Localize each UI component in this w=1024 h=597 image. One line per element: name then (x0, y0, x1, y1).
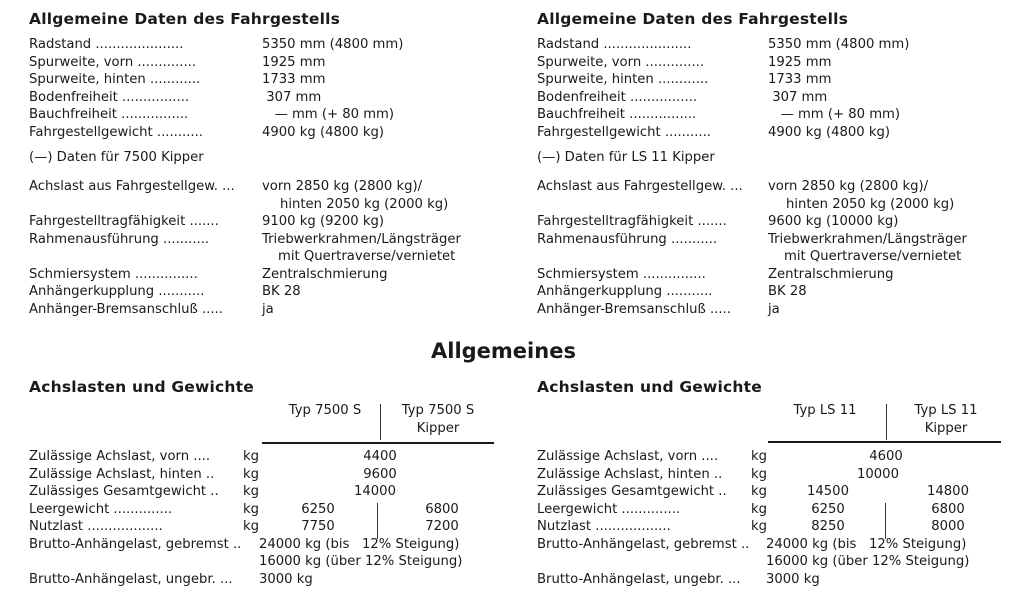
row-value-1: 7750 (301, 519, 335, 534)
spec-value-cont: mit Quertraverse/vernietet (278, 249, 456, 264)
section-title: Allgemeine Daten des Fahrgestells (29, 10, 341, 28)
spec-value-cont: hinten 2050 kg (2000 kg) (280, 196, 449, 212)
spec-value: vorn 2850 kg (2800 kg)/ (262, 179, 423, 194)
row-value-1: 6250 (811, 501, 845, 517)
spec-value-cont: hinten 2050 kg (2000 kg) (786, 196, 955, 212)
row-label: Zulässige Achslast, hinten .. (29, 466, 215, 482)
spec-value-cont: mit Quertraverse/vernietet (784, 249, 962, 264)
row-unit: kg (751, 501, 768, 517)
header-rule (768, 441, 1001, 443)
row-value-shared: 10000 (857, 466, 899, 482)
row-label: Brutto-Anhängelast, ungebr. ... (29, 571, 233, 587)
spec-label: Bodenfreiheit ................ (29, 89, 190, 105)
column-divider (377, 503, 378, 539)
section-title: Achslasten und Gewichte (537, 378, 762, 396)
spec-label: Anhängerkupplung ........... (29, 284, 205, 299)
spec-value: 307 mm (262, 89, 322, 105)
row-value-1: 8250 (811, 519, 845, 534)
spec-value: BK 28 (768, 284, 807, 299)
spec-label: Anhängerkupplung ........... (537, 284, 713, 299)
section-title: Allgemeine Daten des Fahrgestells (537, 10, 849, 28)
spec-label: Bodenfreiheit ................ (537, 89, 698, 105)
spec-label: Bauchfreiheit ................ (29, 107, 189, 122)
row-label: Brutto-Anhängelast, ungebr. ... (537, 571, 741, 587)
row-value: 16000 kg (über 12% Steigung) (259, 554, 463, 569)
main-title: Allgemeines (431, 339, 576, 363)
spec-value: Zentralschmierung (768, 266, 894, 282)
spec-label: Spurweite, hinten ............ (29, 72, 201, 87)
spec-value: 9600 kg (10000 kg) (768, 214, 899, 229)
spec-value: 307 mm (768, 89, 828, 105)
spec-label: Fahrgestelltragfähigkeit ....... (537, 214, 727, 229)
row-unit: kg (243, 466, 260, 482)
row-value-1: 14500 (807, 484, 849, 499)
column-header: Typ LS 11 (914, 403, 978, 418)
spec-label: Radstand ..................... (29, 37, 184, 52)
spec-value: 1733 mm (262, 72, 326, 87)
row-unit: kg (243, 449, 260, 464)
row-label: Leergewicht .............. (29, 501, 173, 517)
row-label: Zulässige Achslast, vorn .... (537, 449, 719, 464)
spec-value: 4900 kg (4800 kg) (262, 124, 385, 140)
row-value: 3000 kg (766, 571, 820, 587)
row-unit: kg (751, 519, 768, 534)
column-header-sub: Kipper (416, 421, 460, 436)
row-value: 16000 kg (über 12% Steigung) (766, 554, 970, 569)
spec-label: Spurweite, vorn .............. (29, 54, 197, 70)
row-label: Zulässiges Gesamtgewicht .. (537, 484, 727, 499)
row-value: 24000 kg (bis 12% Steigung) (766, 536, 967, 552)
section-title: Achslasten und Gewichte (29, 378, 254, 396)
row-unit: kg (243, 501, 260, 517)
spec-value: Zentralschmierung (262, 266, 388, 282)
spec-value: ja (768, 301, 780, 317)
column-header: Typ 7500 S (288, 403, 362, 418)
row-label: Zulässiges Gesamtgewicht .. (29, 484, 219, 499)
column-divider (380, 404, 381, 440)
spec-label: Fahrgestellgewicht ........... (537, 124, 711, 140)
row-value-shared: 4400 (363, 449, 397, 464)
row-label: Nutzlast .................. (537, 519, 671, 534)
spec-value: — mm (+ 80 mm) (262, 107, 395, 122)
row-unit: kg (751, 449, 768, 464)
column-header: Typ 7500 S (401, 403, 475, 418)
row-label: Zulässige Achslast, hinten .. (537, 466, 723, 482)
row-value-1: 6250 (301, 501, 335, 517)
row-value-2: 8000 (931, 519, 965, 534)
row-value-2: 14800 (927, 484, 969, 499)
row-value: 24000 kg (bis 12% Steigung) (259, 536, 460, 552)
row-unit: kg (751, 484, 768, 499)
footnote: (—) Daten für LS 11 Kipper (537, 150, 715, 165)
column-divider (885, 503, 886, 539)
spec-value: BK 28 (262, 284, 301, 299)
row-unit: kg (751, 466, 768, 482)
spec-label: Anhänger-Bremsanschluß ..... (537, 301, 731, 317)
row-label: Zulässige Achslast, vorn .... (29, 449, 211, 464)
row-value: 3000 kg (259, 571, 313, 587)
column-header: Typ LS 11 (793, 403, 857, 418)
row-value-shared: 9600 (363, 466, 397, 482)
spec-label: Achslast aus Fahrgestellgew. ... (29, 179, 235, 194)
spec-label: Schmiersystem ............... (537, 266, 706, 282)
spec-label: Anhänger-Bremsanschluß ..... (29, 301, 223, 317)
spec-label: Achslast aus Fahrgestellgew. ... (537, 179, 743, 194)
row-unit: kg (243, 484, 260, 499)
footnote: (—) Daten für 7500 Kipper (29, 150, 204, 165)
spec-value: 5350 mm (4800 mm) (768, 37, 910, 52)
spec-value: — mm (+ 80 mm) (768, 107, 901, 122)
spec-label: Spurweite, hinten ............ (537, 72, 709, 87)
row-value-shared: 4600 (869, 449, 903, 464)
spec-label: Schmiersystem ............... (29, 266, 198, 282)
spec-value: 9100 kg (9200 kg) (262, 214, 385, 229)
header-rule (262, 442, 494, 444)
spec-value: Triebwerkrahmen/Längsträger (768, 231, 967, 247)
row-label: Leergewicht .............. (537, 501, 681, 517)
spec-label: Spurweite, vorn .............. (537, 54, 705, 70)
spec-label: Bauchfreiheit ................ (537, 107, 697, 122)
spec-value: ja (262, 301, 274, 317)
row-label: Brutto-Anhängelast, gebremst .. (29, 536, 242, 552)
spec-value: 5350 mm (4800 mm) (262, 37, 404, 52)
spec-label: Rahmenausführung ........... (537, 231, 718, 247)
row-value-shared: 14000 (354, 484, 396, 499)
spec-value: 1925 mm (768, 54, 832, 70)
column-divider (886, 404, 887, 440)
spec-value: vorn 2850 kg (2800 kg)/ (768, 179, 929, 194)
spec-value: 1925 mm (262, 54, 326, 70)
row-unit: kg (243, 519, 260, 534)
row-label: Brutto-Anhängelast, gebremst .. (537, 536, 750, 552)
spec-value: 4900 kg (4800 kg) (768, 124, 891, 140)
spec-value: 1733 mm (768, 72, 832, 87)
row-value-2: 6800 (931, 501, 965, 517)
row-value-2: 6800 (425, 501, 459, 517)
spec-label: Fahrgestellgewicht ........... (29, 124, 203, 140)
spec-label: Rahmenausführung ........... (29, 231, 210, 247)
row-label: Nutzlast .................. (29, 519, 163, 534)
spec-label: Radstand ..................... (537, 37, 692, 52)
spec-label: Fahrgestelltragfähigkeit ....... (29, 214, 219, 229)
spec-value: Triebwerkrahmen/Längsträger (262, 231, 461, 247)
column-header-sub: Kipper (924, 421, 968, 436)
row-value-2: 7200 (425, 519, 459, 534)
